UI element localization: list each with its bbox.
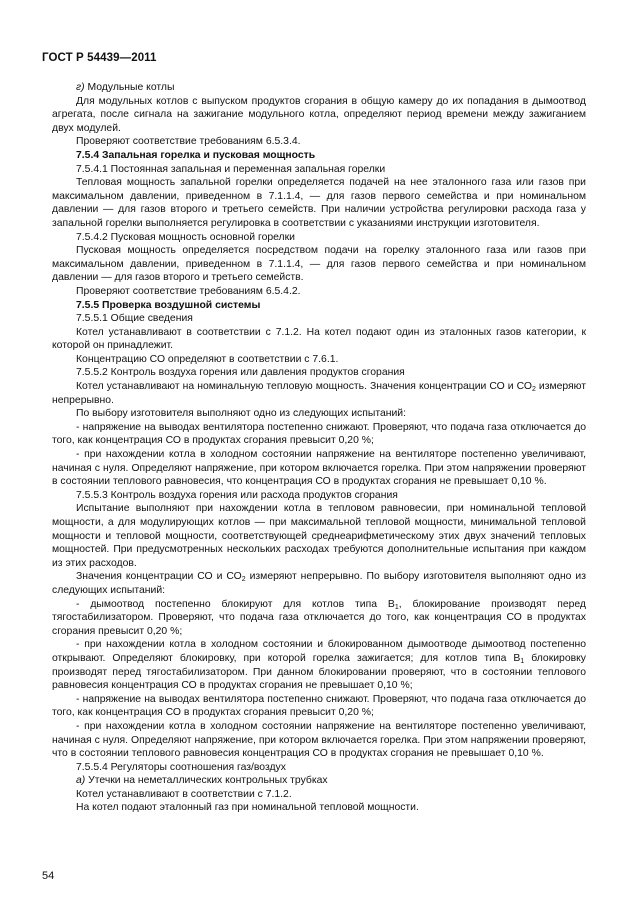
paragraph-text: - при нахождении котла в холодном состоянии и блокированном дымоотводе дымоотвод постепенно открывают. Определяют блокировку, при которой горелка зажигается; для котлов типа В [52, 639, 586, 664]
paragraph-text: 7.5.5.1 Общие сведения [76, 313, 193, 325]
paragraph [52, 95, 586, 136]
paragraph [52, 407, 586, 421]
paragraph-text: 7.5.4.2 Пусковая мощность основной горелки [76, 231, 295, 243]
paragraph-text: Проверяют соответствие требованиям 6.5.4.2. [76, 285, 301, 297]
paragraph-text: Проверяют соответствие требованиям 6.5.3.4. [76, 136, 301, 148]
paragraph-text: Для модульных котлов с выпуском продуктов сгорания в общую камеру до их попадания в дымоотвод агрегата, после сигнала на зажигание модульного котла, определяют период времени между зажиганием двух модулей. [52, 95, 586, 134]
paragraph-text: Котел устанавливают на номинальную тепловую мощность. Значения концентрации СО и СО [76, 381, 532, 393]
paragraph: г) Модульные котлы [76, 82, 175, 93]
paragraph-text: 7.5.5.3 Контроль воздуха горения или расхода продуктов сгорания [76, 489, 398, 501]
section-heading [52, 149, 586, 163]
paragraph [52, 693, 586, 720]
paragraph [52, 135, 586, 149]
subscript: 2 [241, 576, 246, 584]
paragraph [52, 598, 586, 639]
paragraph [52, 163, 586, 177]
paragraph-text: - при нахождении котла в холодном состоянии напряжение на вентиляторе постепенно увеличивают, начиная с нуля. Определяют напряжение, при котором включается горелка. При этом напряжении проверяют в состоянии теплового равновесия, что концентрация СО в продуктах сгорания не превышает 0,10 %. [52, 449, 586, 488]
paragraph [52, 489, 586, 503]
paragraph [52, 312, 586, 326]
paragraph [52, 421, 586, 448]
paragraph [52, 366, 586, 380]
list-letter: г) [76, 82, 85, 93]
paragraph [52, 285, 586, 299]
paragraph [52, 244, 586, 285]
subscript: 2 [531, 386, 536, 394]
paragraph-text: блокировку производят перед тягостабилизатором. При данном блокировании проверяют, что в состоянии теплового равновесия концентрация СО в продуктах сгорания не превышает 0,10 %; [52, 652, 586, 692]
list-letter: а) [76, 775, 86, 787]
paragraph [52, 720, 586, 761]
paragraph-text: - напряжение на выводах вентилятора постепенно снижают. Проверяют, что подача газа отключается до того, как концентрация СО в продуктах сгорания превысит 0,20 %; [52, 693, 586, 719]
paragraph-text: - дымоотвод постепенно блокируют для котлов типа В [76, 598, 395, 610]
paragraph-text: Испытание выполняют при нахождении котла в тепловом равновесии, при номинальной тепловой мощности, а для модулирующих котлов — при максимальной тепловой мощности, минимальной тепловой мощности и тепловой мощности, соответствующей среднеарифметическому этих двух значений тепловых мощностей. При предусмотренных нескольких расходах требуются дополнительные испытания при каждом из этих расходов. [52, 503, 586, 569]
paragraph-text: 7.5.4.1 Постоянная запальная и переменная запальная горелки [76, 163, 386, 175]
subscript: 1 [520, 657, 525, 665]
paragraph-text: 7.5.4 Запальная горелка и пусковая мощность [76, 149, 316, 161]
paragraph [52, 380, 586, 407]
paragraph-text: - при нахождении котла в холодном состоянии напряжение на вентиляторе постепенно увеличивают, начиная с нуля. Определяют напряжение, при котором включается горелка. При этом напряжении проверяют, что в состоянии теплового равновесия концентрация СО в продуктах сгорания не превышает 0,10 %. [52, 720, 586, 760]
paragraph-text: 7.5.5.2 Контроль воздуха горения или давления продуктов сгорания [76, 367, 405, 379]
subscript: 1 [394, 603, 399, 611]
paragraph-text: Концентрацию СО определяют в соответствии с 7.6.1. [76, 353, 339, 365]
paragraph [52, 788, 586, 802]
paragraph-text: 7.5.5.4 Регуляторы соотношения газ/воздух [76, 761, 286, 773]
paragraph-text: измеряют непрерывно. [52, 381, 586, 406]
paragraph [52, 176, 586, 230]
paragraph-text: Котел устанавливают в соответствии с 7.1.2. На котел подают один из эталонных газов категории, к которой он принадлежит. [52, 326, 586, 352]
paragraph-text: По выбору изготовителя выполняют одно из следующих испытаний: [76, 408, 406, 420]
paragraph-text: 7.5.5 Проверка воздушной системы [76, 299, 261, 311]
page-header: ГОСТ Р 54439—2011 [42, 52, 157, 64]
paragraph [52, 231, 586, 245]
page-number: 54 [42, 870, 55, 882]
section-heading [52, 299, 586, 313]
paragraph-text: - напряжение на выводах вентилятора постепенно снижают. Проверяют, что подача газа отключается до того, как концентрация СО в продуктах сгорания превысит 0,20 %; [52, 421, 586, 447]
paragraph: а) Утечки на неметаллических контрольных трубках [76, 775, 328, 787]
paragraph [52, 570, 586, 597]
paragraph-text: Пусковая мощность определяется посредством подачи на горелку эталонного газа или газов при максимальном давлении, приведенном в 7.1.1.4, — для газов первого семейства и при номинальном давлении — для газов второго и третьего семейств. [52, 245, 586, 284]
paragraph [52, 761, 586, 775]
paragraph-text: На котел подают эталонный газ при номинальной тепловой мощности. [76, 802, 419, 814]
paragraph [52, 448, 586, 489]
document-body [52, 81, 586, 815]
paragraph [52, 638, 586, 692]
paragraph-text: измеряют непрерывно. По выбору изготовителя выполняют одно из следующих испытаний: [52, 571, 586, 596]
paragraph [52, 353, 586, 367]
paragraph-text: , блокирование производят перед тягостабилизатором. Проверяют, что подача газа отключается до того, как концентрация СО в продуктах сгорания превысит 0,20 %; [52, 598, 586, 637]
paragraph-text: Значения концентрации СО и СО [76, 571, 242, 583]
paragraph-text: Котел устанавливают в соответствии с 7.1.2. [76, 788, 292, 800]
paragraph [52, 326, 586, 353]
paragraph-text: Тепловая мощность запальной горелки определяется подачей на нее эталонного газа или газов при максимальном давлении, приведенном в 7.1.1.4, — для газов первого семейства и при номинальном давлении — для газов второго и третьего семейств. При наличии устройства регулировки расхода газа у запальной горелки выполняется регулировка в соответствии с указаниями инструкции изготовителя. [52, 177, 586, 229]
paragraph [52, 502, 586, 570]
paragraph [52, 801, 586, 815]
